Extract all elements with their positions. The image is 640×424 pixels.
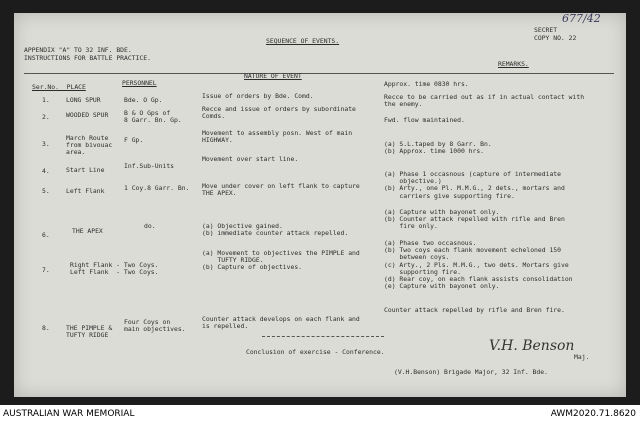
row-6-number: 6. — [42, 231, 50, 239]
footer-accession-number: AWM2020.71.8620 — [550, 409, 636, 419]
column-header-remarks: REMARKS. — [498, 60, 529, 68]
row-6-remarks: (a) Capture with bayonet only. (b) Counter attack repelled with rifle and Bren fire only. — [384, 208, 565, 231]
row-8-remarks: Counter attack repelled by rifle and Bren fire. — [384, 306, 565, 314]
row-1-event: Issue of orders by Bde. Comd. — [202, 92, 314, 100]
row-4-remarks: (a) S.L.taped by 8 Garr. Bn. (b) Approx. time 1000 hrs. — [384, 140, 492, 156]
row-2-place: WOODED SPUR — [66, 111, 109, 119]
column-header-ser-place: Ser.No. PLACE — [32, 83, 86, 91]
column-header-personnel: PERSONNEL — [122, 79, 157, 87]
row-5-event: Move under cover on left flank to capture THE APEX. — [202, 182, 360, 198]
copy-number: COPY NO. 22 — [534, 34, 577, 42]
row-6-personnel: do. — [144, 222, 156, 230]
row-5-personnel: 1 Coy.8 Garr. Bn. — [124, 184, 190, 192]
row-3-place: March Route from bivouac area. — [66, 134, 113, 157]
row-7-place: Right Flank - Two Coys. Left Flank - Two Coys. — [70, 261, 159, 277]
row-2-personnel: B & O Gps of 8 Garr. Bn. Gp. — [124, 109, 182, 125]
row-5-number: 5. — [42, 187, 50, 195]
row-4-event: Movement over start line. — [202, 155, 299, 163]
row-6-place: THE APEX — [72, 227, 103, 235]
row-5-remarks: (a) Phase 1 occasnous (capture of intermediate objective.) (b) Arty., one Pl. M.M.G., 2 dets., mortars and carriers give supporting fire. — [384, 170, 565, 200]
row-8-event: Counter attack develops on each flank and is repelled. — [202, 315, 360, 331]
row-3-remarks: Fwd. flow maintained. — [384, 116, 465, 124]
security-stamp: SECRET — [534, 26, 558, 34]
row-4-number: 4. — [42, 167, 50, 175]
row-2-event: Recce and issue of orders by subordinate Comds. — [202, 105, 356, 121]
signature-block: (V.H.Benson) Brigade Major, 32 Inf. Bde. — [394, 368, 548, 376]
conclusion-text: Conclusion of exercise - Conference. — [246, 348, 385, 356]
row-5-place: Left Flank — [66, 187, 105, 195]
conclusion-rule — [262, 336, 384, 337]
row-7-event: (a) Movement to objectives the PIMPLE and TUFTY RIDGE. (b) Capture of objectives. — [202, 249, 360, 272]
row-2-number: 2. — [42, 113, 50, 121]
column-header-nature: NATURE OF EVENT — [244, 72, 302, 80]
footer-institution: AUSTRALIAN WAR MEMORIAL — [3, 409, 135, 419]
row-1-number: 1. — [42, 96, 50, 104]
handwritten-reference: 677/42 — [562, 12, 601, 25]
row-8-place: THE PIMPLE & TUFTY RIDGE — [66, 324, 113, 340]
row-2-remarks: Recce to be carried out as if in actual contact with the enemy. — [384, 93, 585, 109]
row-7-number: 7. — [42, 266, 50, 274]
sequence-title: SEQUENCE OF EVENTS. — [266, 37, 340, 45]
row-1-remarks: Approx. time 0830 hrs. — [384, 80, 469, 88]
row-3-event: Movement to assembly posn. West of main HIGHWAY. — [202, 129, 353, 145]
row-1-place: LONG SPUR — [66, 96, 101, 104]
instructions-title: INSTRUCTIONS FOR BATTLE PRACTICE. — [24, 54, 151, 62]
document-page — [14, 13, 626, 397]
signature-rank: Maj. — [574, 353, 590, 361]
header-rule — [24, 73, 614, 74]
row-8-number: 8. — [42, 324, 50, 332]
row-1-personnel: Bde. O Gp. — [124, 96, 163, 104]
row-7-remarks: (a) Phase two occasnous. (b) Two coys each flank movement echeloned 150 between coys. (c) Arty., 2 Pls. M.M.G., two dets. Mortars give supporting fire. (d) Rear coy, on each flank assists consolidation (e) Capture with bayonet only. — [384, 239, 573, 291]
handwritten-signature: V.H. Benson — [489, 338, 575, 354]
row-6-event: (a) Objective gained. (b) immediate counter attack repelled. — [202, 222, 349, 238]
row-4-personnel: Inf.Sub-Units — [124, 162, 175, 170]
row-3-number: 3. — [42, 140, 50, 148]
row-4-place: Start Line — [66, 166, 105, 174]
row-3-personnel: F Gp. — [124, 136, 144, 144]
appendix-title: APPENDIX "A" TO 32 INF. BDE. — [24, 46, 132, 54]
row-8-personnel: Four Coys on main objectives. — [124, 318, 186, 334]
